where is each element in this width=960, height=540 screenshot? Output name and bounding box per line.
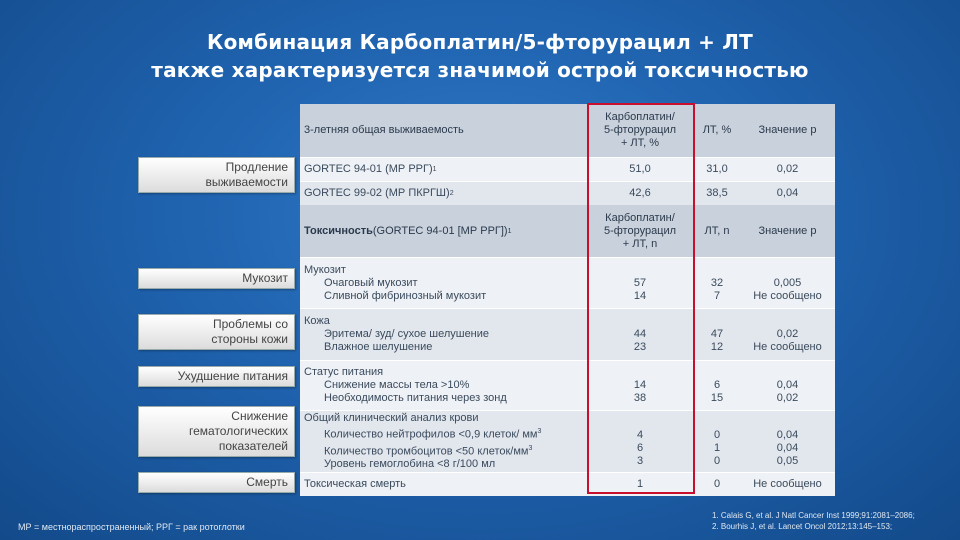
title-line-1: Комбинация Карбоплатин/5-фторурацил + ЛТ [207, 30, 753, 54]
footnote-abbreviations: МР = местнораспространенный; РРГ = рак ротоглотки [18, 522, 245, 532]
toxicity-header-row [300, 205, 835, 257]
label-death: Смерть [138, 472, 295, 493]
table-row-blood: Общий клинический анализ крови Количество нейтрофилов <0,9 клеток/ $мм^3$ Количество тромбоцитов <50 клеток/$мм^3$ Уровень гемоглобина <8 г/100 мл 4 6 3 0 1 0 0,04 0,04 0,05 [300, 410, 835, 472]
table-row-mucositis: Мукозит Очаговый мукозит Сливной фибринозный мукозит 57 14 32 7 0,005 Не сообщено [300, 257, 835, 308]
toxicity-header-col2: ЛТ, n [704, 224, 730, 237]
survival-header-row [300, 104, 835, 157]
table-row-death: Токсическая смерть 1 0 Не сообщено [300, 472, 835, 496]
label-nutrition: Ухудшение питания [138, 366, 295, 387]
reference-1: 1. Calais G, et al. J Natl Cancer Inst 1999;91:2081–2086; [712, 511, 915, 520]
slide-title [0, 28, 960, 84]
survival-header-col3: Значение р [758, 124, 817, 136]
label-mucositis: Мукозит [138, 268, 295, 289]
survival-header-label: 3-летняя общая выживаемость [304, 124, 464, 136]
references [712, 510, 915, 532]
data-table [300, 104, 835, 496]
toxicity-header-col1: Карбоплатин/ 5-фторурацил + ЛТ, n [603, 211, 677, 250]
table-row: GORTEC 94-01 (МР РРГ) 1 51,0 31,0 0,02 [300, 157, 835, 181]
survival-header-col1: Карбоплатин/ 5-фторурацил + ЛТ, % [603, 111, 677, 149]
label-survival: Продление выживаемости [138, 157, 295, 193]
survival-header-col2: ЛТ, % [702, 124, 732, 136]
label-skin: Проблемы со стороны кожи [138, 314, 295, 350]
reference-2: 2. Bourhis J, et al. Lancet Oncol 2012;13:145–153; [712, 522, 893, 531]
toxicity-header-label: Токсичность (GORTEC 94-01 [МР РРГ]) 1 [304, 224, 512, 237]
table-row: GORTEC 99-02 (МР ПКРГШ) 2 42,6 38,5 0,04 [300, 181, 835, 205]
label-hematology: Снижение гематологических показателей [138, 406, 295, 457]
title-line-2: также характеризуется значимой острой токсичностью [151, 58, 809, 82]
toxicity-header-col3: Значение р [758, 224, 817, 237]
table-row-nutrition: Статус питания Снижение массы тела >10% Необходимость питания через зонд 14 38 6 15 0,04 0,02 [300, 360, 835, 410]
table-row-skin: Кожа Эритема/ зуд/ сухое шелушение Влажное шелушение 44 23 47 12 0,02 Не сообщено [300, 308, 835, 360]
